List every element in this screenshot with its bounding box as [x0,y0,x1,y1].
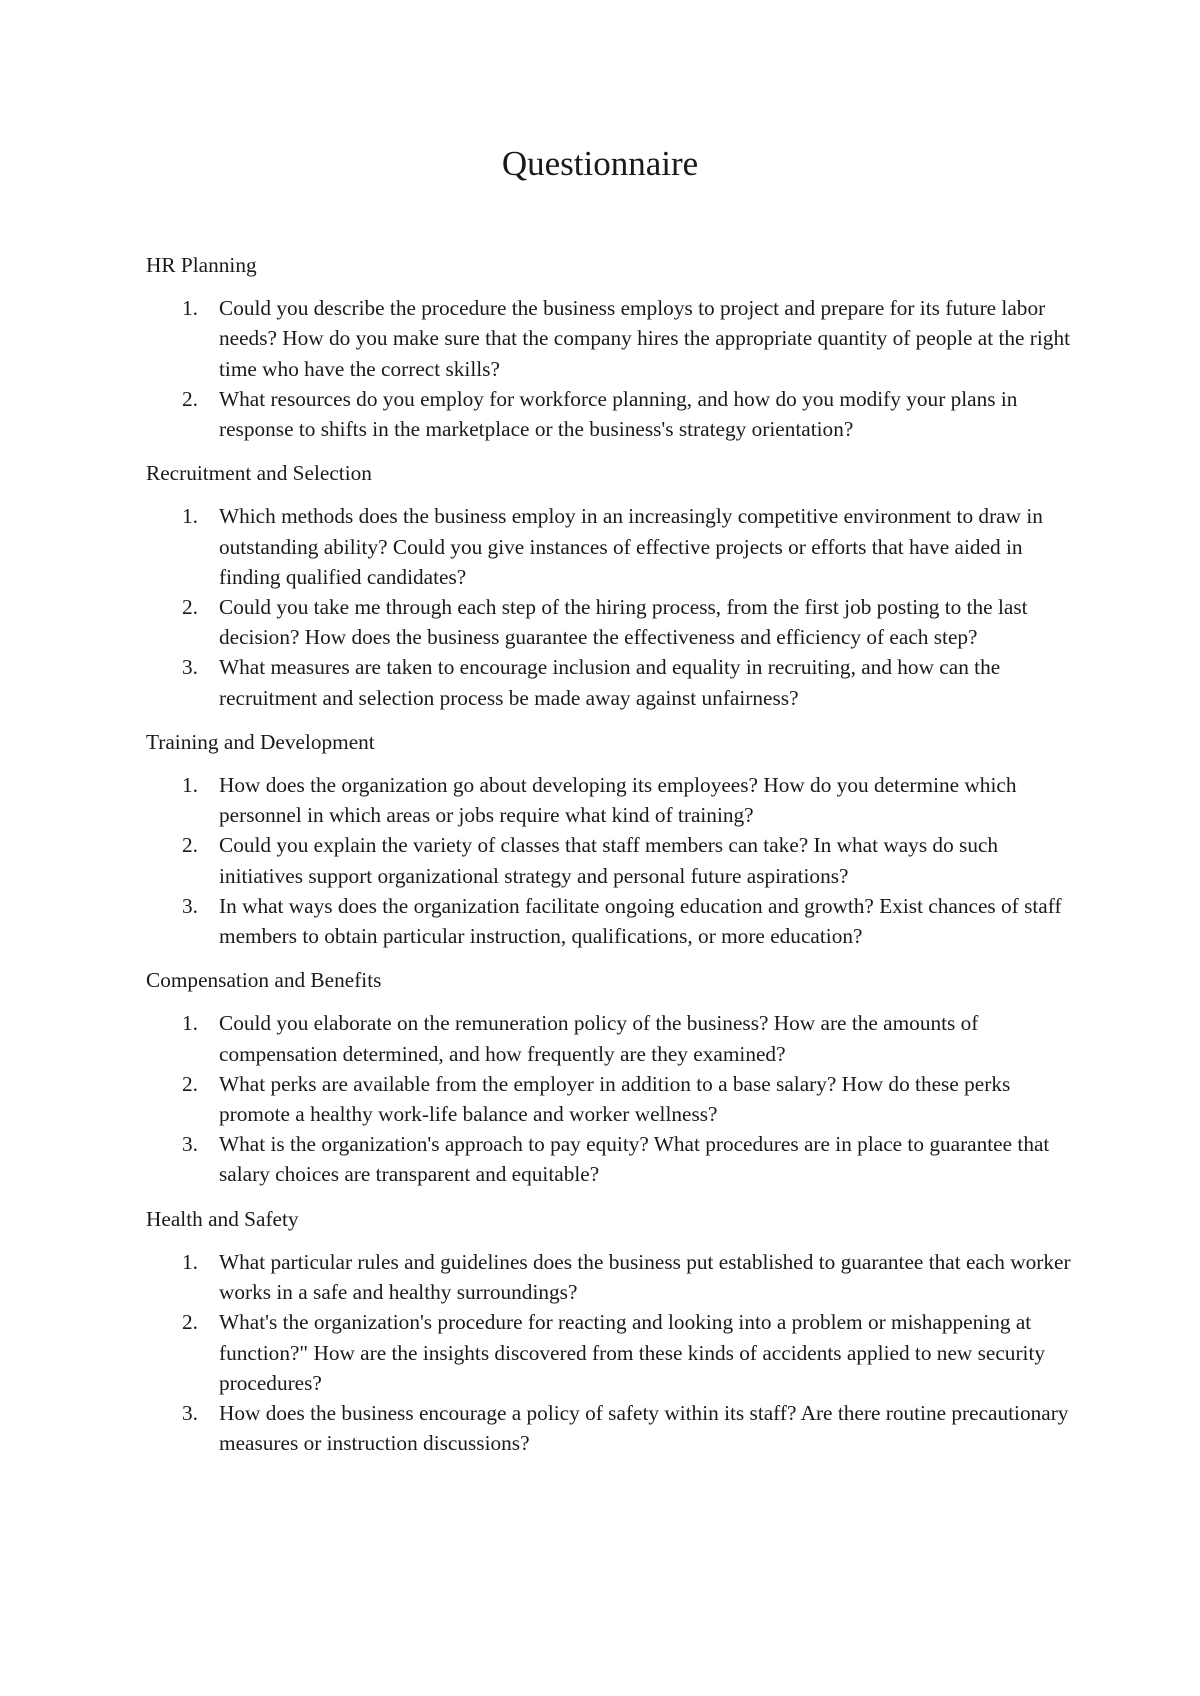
question-item [146,1008,1071,1068]
question-number: 2. [182,833,198,858]
question-text: Which methods does the business employ in an increasingly competitive environment to draw in outstanding ability? Could you give instances of effective projects or efforts that have aided in finding qualified candidates? [219,504,1043,589]
question-text: How does the business encourage a policy of safety within its staff? Are there routine precautionary measures or instruction discussions? [219,1400,1069,1456]
question-text: In what ways does the organization facilitate ongoing education and growth? Exist chances of staff members to obtain particular instruction, qualifications, or more education? [219,893,1062,949]
question-item [146,770,1071,830]
question-number: 3. [182,1132,198,1157]
question-number: 1. [182,1011,198,1036]
question-item [146,891,1071,951]
question-text: What's the organization's procedure for reacting and looking into a problem or mishappening at function?" How are the insights discovered from these kinds of accidents applied to new security procedures? [219,1310,1046,1395]
section-heading: Training and Development [146,729,375,754]
section-heading: Compensation and Benefits [146,968,382,993]
question-item [146,1069,1071,1129]
question-number: 1. [182,296,198,321]
document-body [146,250,1071,1472]
section-heading: Health and Safety [146,1206,299,1231]
section-health-safety [146,1204,1071,1459]
question-text: What is the organization's approach to pay equity? What procedures are in place to guarantee that salary choices are transparent and equitable? [219,1132,1050,1187]
question-number: 3. [182,1400,198,1425]
question-item [146,1398,1071,1458]
question-list [146,1247,1071,1458]
question-number: 2. [182,595,198,620]
question-text: What particular rules and guidelines does the business put established to guarantee that each worker works in a safe and healthy surroundings? [219,1249,1071,1305]
question-text: Could you describe the procedure the business employs to project and prepare for its future labor needs? How do you make sure that the company hires the appropriate quantity of people at the right time who have the correct skills? [219,296,1071,381]
section-compensation-benefits [146,965,1071,1189]
section-recruitment-selection [146,458,1071,713]
question-list [146,293,1071,444]
question-item [146,384,1071,444]
question-item [146,652,1071,712]
document-title: Questionnaire [501,144,699,183]
question-number: 1. [182,773,198,798]
question-text: What measures are taken to encourage inclusion and equality in recruiting, and how can the recruitment and selection process be made away against unfairness? [219,655,1001,710]
question-item [146,293,1071,384]
section-heading: Recruitment and Selection [146,461,372,486]
question-text: How does the organization go about developing its employees? How do you determine which personnel in which areas or jobs require what kind of training? [219,773,1017,828]
question-text: What resources do you employ for workforce planning, and how do you modify your plans in response to shifts in the marketplace or the business's strategy orientation? [219,386,1018,442]
question-number: 1. [182,1249,198,1274]
question-text: What perks are available from the employer in addition to a base salary? How do these perks promote a healthy work-life balance and worker wellness? [219,1071,1011,1127]
question-number: 2. [182,386,198,411]
question-number: 2. [182,1310,198,1335]
question-text: Could you explain the variety of classes that staff members can take? In what ways do such initiatives support organizational strategy and personal future aspirations? [219,833,999,888]
question-text: Could you take me through each step of the hiring process, from the first job posting to the last decision? How does the business guarantee the effectiveness and efficiency of each step? [219,595,1028,650]
question-number: 3. [182,893,198,918]
question-item [146,1307,1071,1398]
question-text: Could you elaborate on the remuneration policy of the business? How are the amounts of compensation determined, and how frequently are they examined? [219,1011,979,1066]
section-training-development [146,727,1071,951]
question-list [146,770,1071,951]
section-heading: HR Planning [146,253,257,277]
question-list [146,1008,1071,1189]
question-number: 1. [182,504,198,529]
question-list [146,501,1071,712]
section-hr-planning [146,250,1071,444]
question-item [146,592,1071,652]
question-item [146,830,1071,890]
question-item [146,1129,1071,1189]
question-item [146,501,1071,592]
question-number: 2. [182,1071,198,1096]
question-number: 3. [182,655,198,680]
question-item [146,1247,1071,1307]
